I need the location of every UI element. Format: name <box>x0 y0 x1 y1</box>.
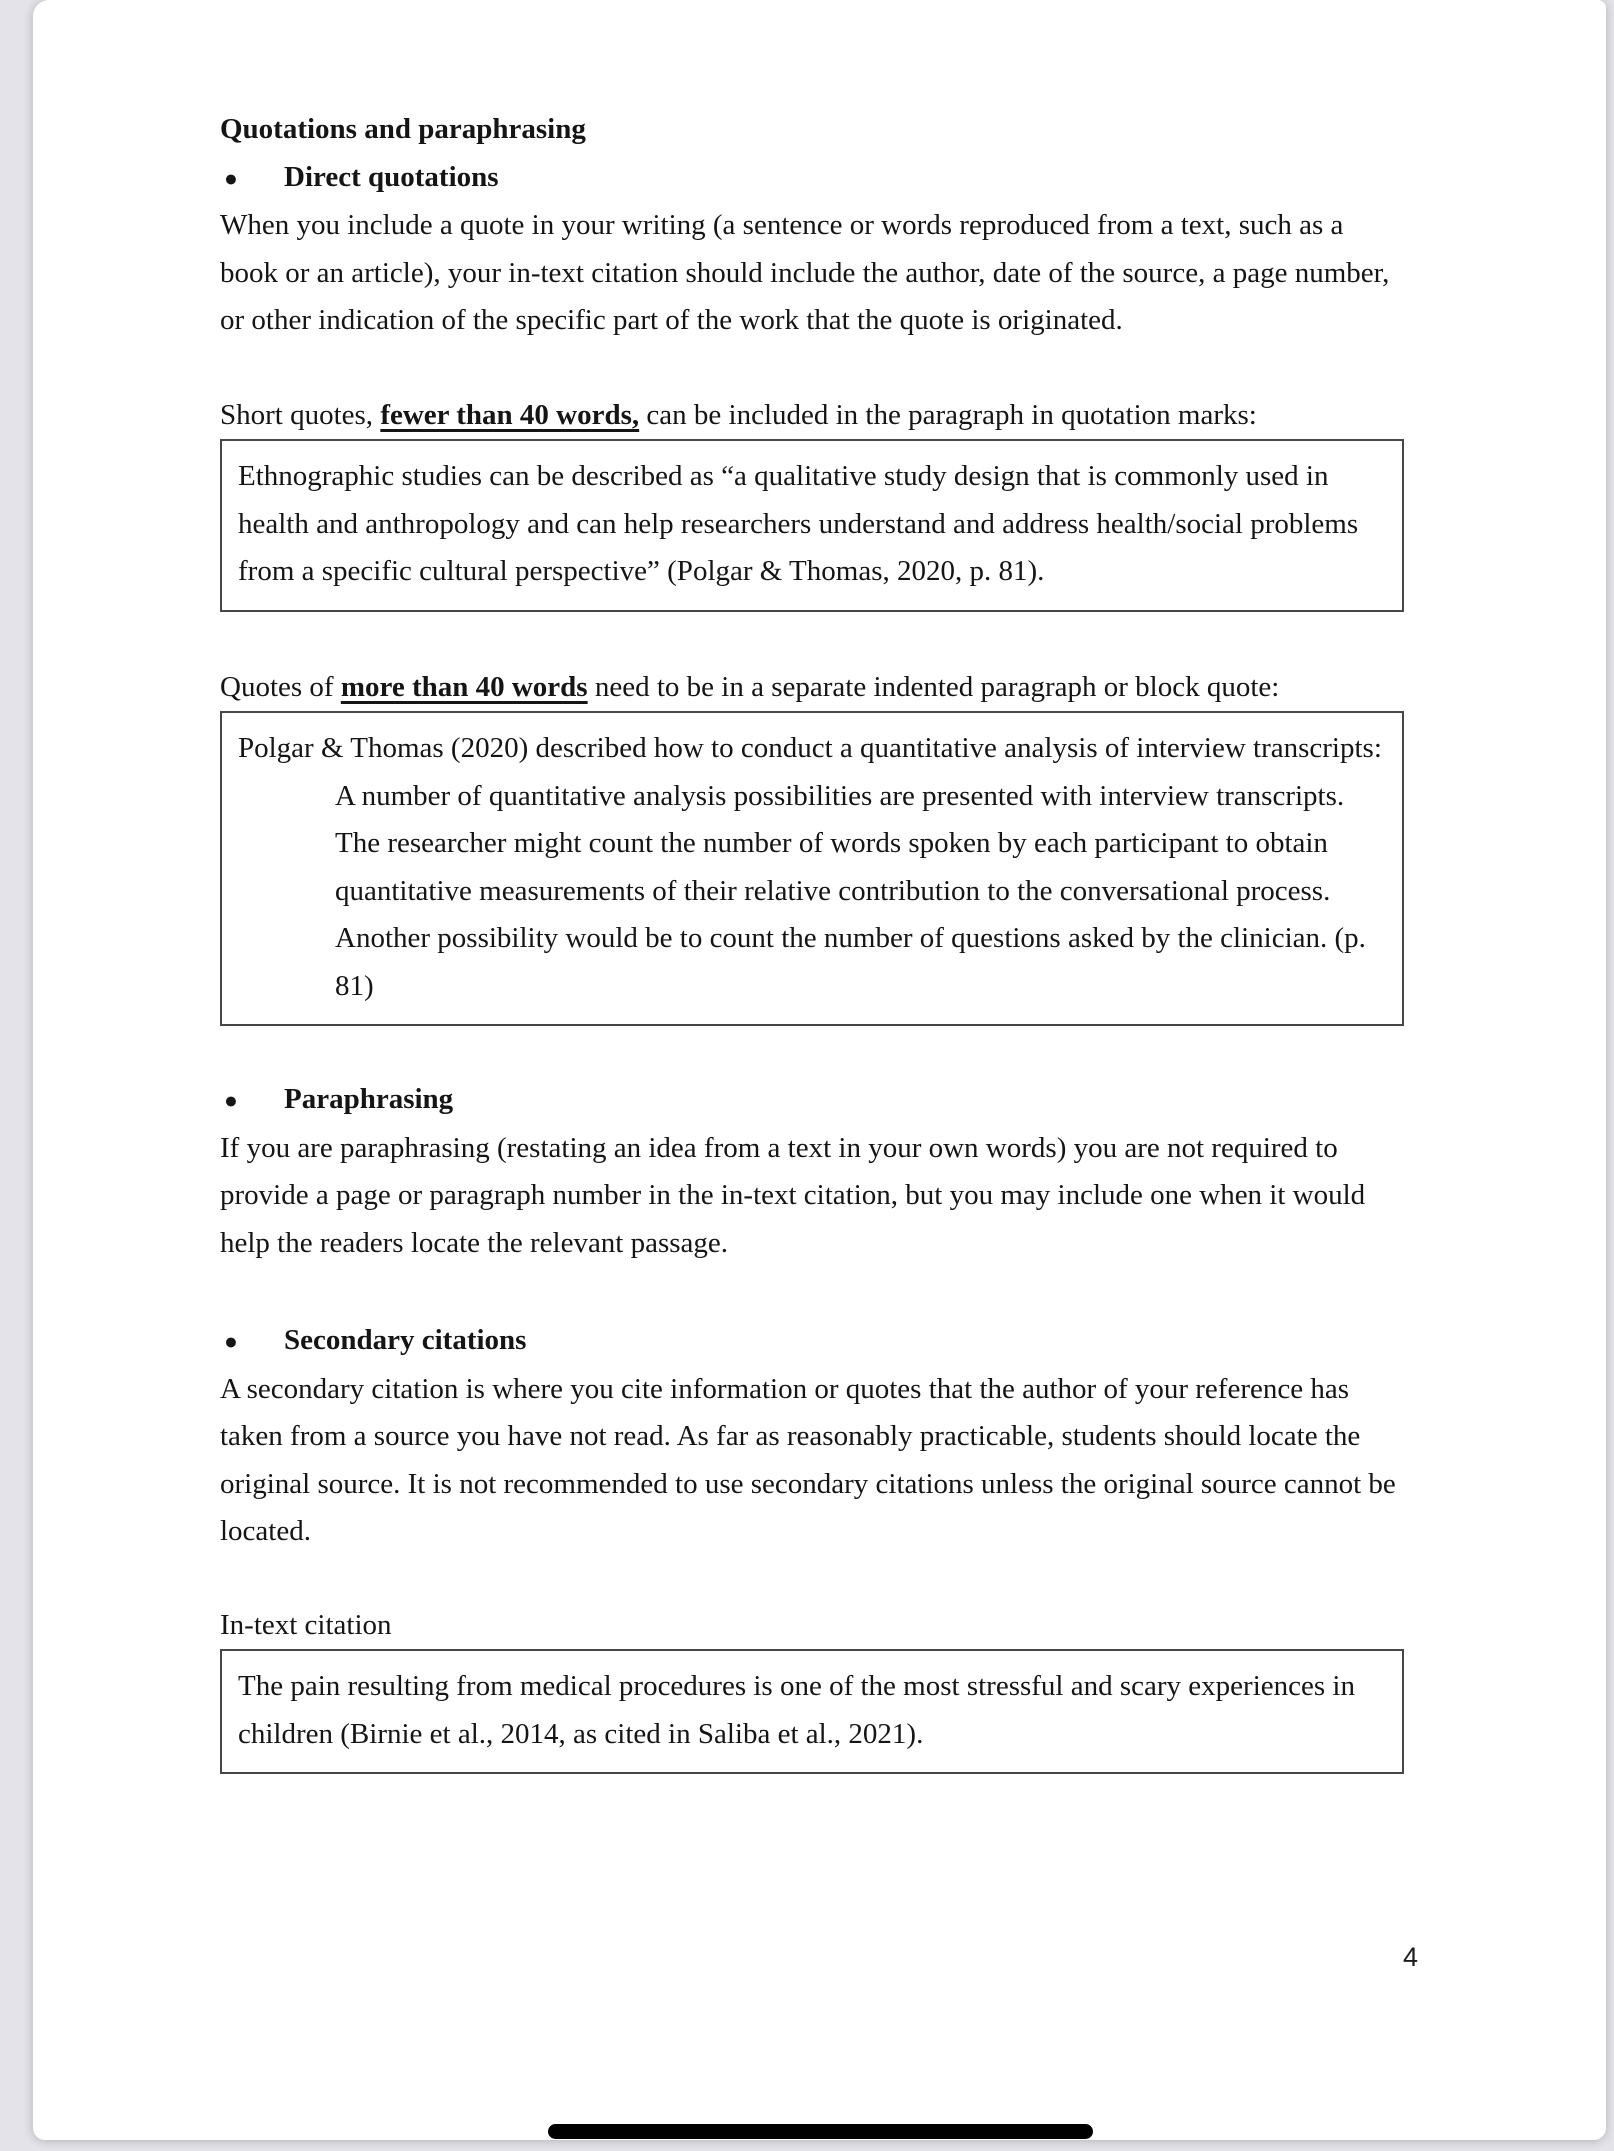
intext-citation-label: In-text citation <box>220 1608 392 1641</box>
heading-secondary-citations <box>220 1317 1404 1366</box>
secondary-citations-body: A secondary citation is where you cite information or quotes that the author of your reference has taken from a source you have not read. As far as reasonably practicable, students should locate the original source. It is not recommended to use secondary citations unless the original source cannot be located. <box>220 1372 1396 1547</box>
document-page[interactable] <box>33 0 1606 2140</box>
block-quotes-lead <box>220 664 1404 712</box>
short-quotes-lead-pre: Short quotes, <box>220 398 381 431</box>
short-quotes-emphasis: fewer than 40 words, <box>380 398 640 431</box>
direct-quotations-heading: Direct quotations <box>284 160 499 193</box>
heading-paraphrasing <box>220 1076 1404 1125</box>
paraphrasing-heading: Paraphrasing <box>284 1083 454 1115</box>
bullet-icon: ● <box>224 1088 238 1113</box>
short-quotes-lead-post: can be included in the paragraph in quotation marks: <box>639 398 1257 431</box>
block-quotes-lead-pre: Quotes of <box>220 670 341 703</box>
page-title: Quotations and paraphrasing <box>220 113 586 145</box>
block-quote-body: A number of quantitative analysis possibilities are presented with interview transcripts. The researcher might count the number of words spoken by each participant to obtain quantitative measurements of their relative contribution to the conversational process. Another possibility would be to count the number of questions asked by the clinician. (p. 81) <box>335 779 1366 1002</box>
direct-quotations-intro: When you include a quote in your writing (a sentence or words reproduced from a text, such as a book or an article), your in-text citation should include the author, date of the source, a page number, or other indication of the specific part of the work that the quote is originated. <box>220 209 1390 336</box>
page-number: 4 <box>1403 1942 1419 1972</box>
document-content <box>220 0 1404 1774</box>
bullet-icon: ● <box>224 165 238 191</box>
short-quote-text: Ethnographic studies can be described as “a qualitative study design that is commonly used in health and anthropology and can help researchers understand and address health/social problems from a specific cultural perspective” (Polgar & Thomas, 2020, p. 81). <box>238 460 1359 587</box>
intext-citation-text: The pain resulting from medical procedures is one of the most stressful and scary experiences in children (Birnie et al., 2014, as cited in Saliba et al., 2021). <box>238 1670 1355 1750</box>
block-quotes-lead-post: need to be in a separate indented paragraph or block quote: <box>587 670 1280 703</box>
block-quote-intro: Polgar & Thomas (2020) described how to conduct a quantitative analysis of interview transcripts: <box>238 732 1382 764</box>
intext-citation-example-box <box>220 1649 1404 1774</box>
heading-direct-quotations <box>220 154 1404 203</box>
home-indicator[interactable] <box>548 2124 1093 2139</box>
bullet-icon: ● <box>224 1329 238 1354</box>
block-quote-example-box <box>220 711 1404 1026</box>
paraphrasing-body: If you are paraphrasing (restating an idea from a text in your own words) you are not required to provide a page or paragraph number in the in-text citation, but you may include one when it would help the readers locate the relevant passage. <box>220 1131 1366 1259</box>
short-quote-example-box <box>220 439 1404 612</box>
short-quotes-lead <box>220 392 1404 440</box>
secondary-citations-heading: Secondary citations <box>284 1324 527 1356</box>
block-quotes-emphasis: more than 40 words <box>340 670 588 703</box>
